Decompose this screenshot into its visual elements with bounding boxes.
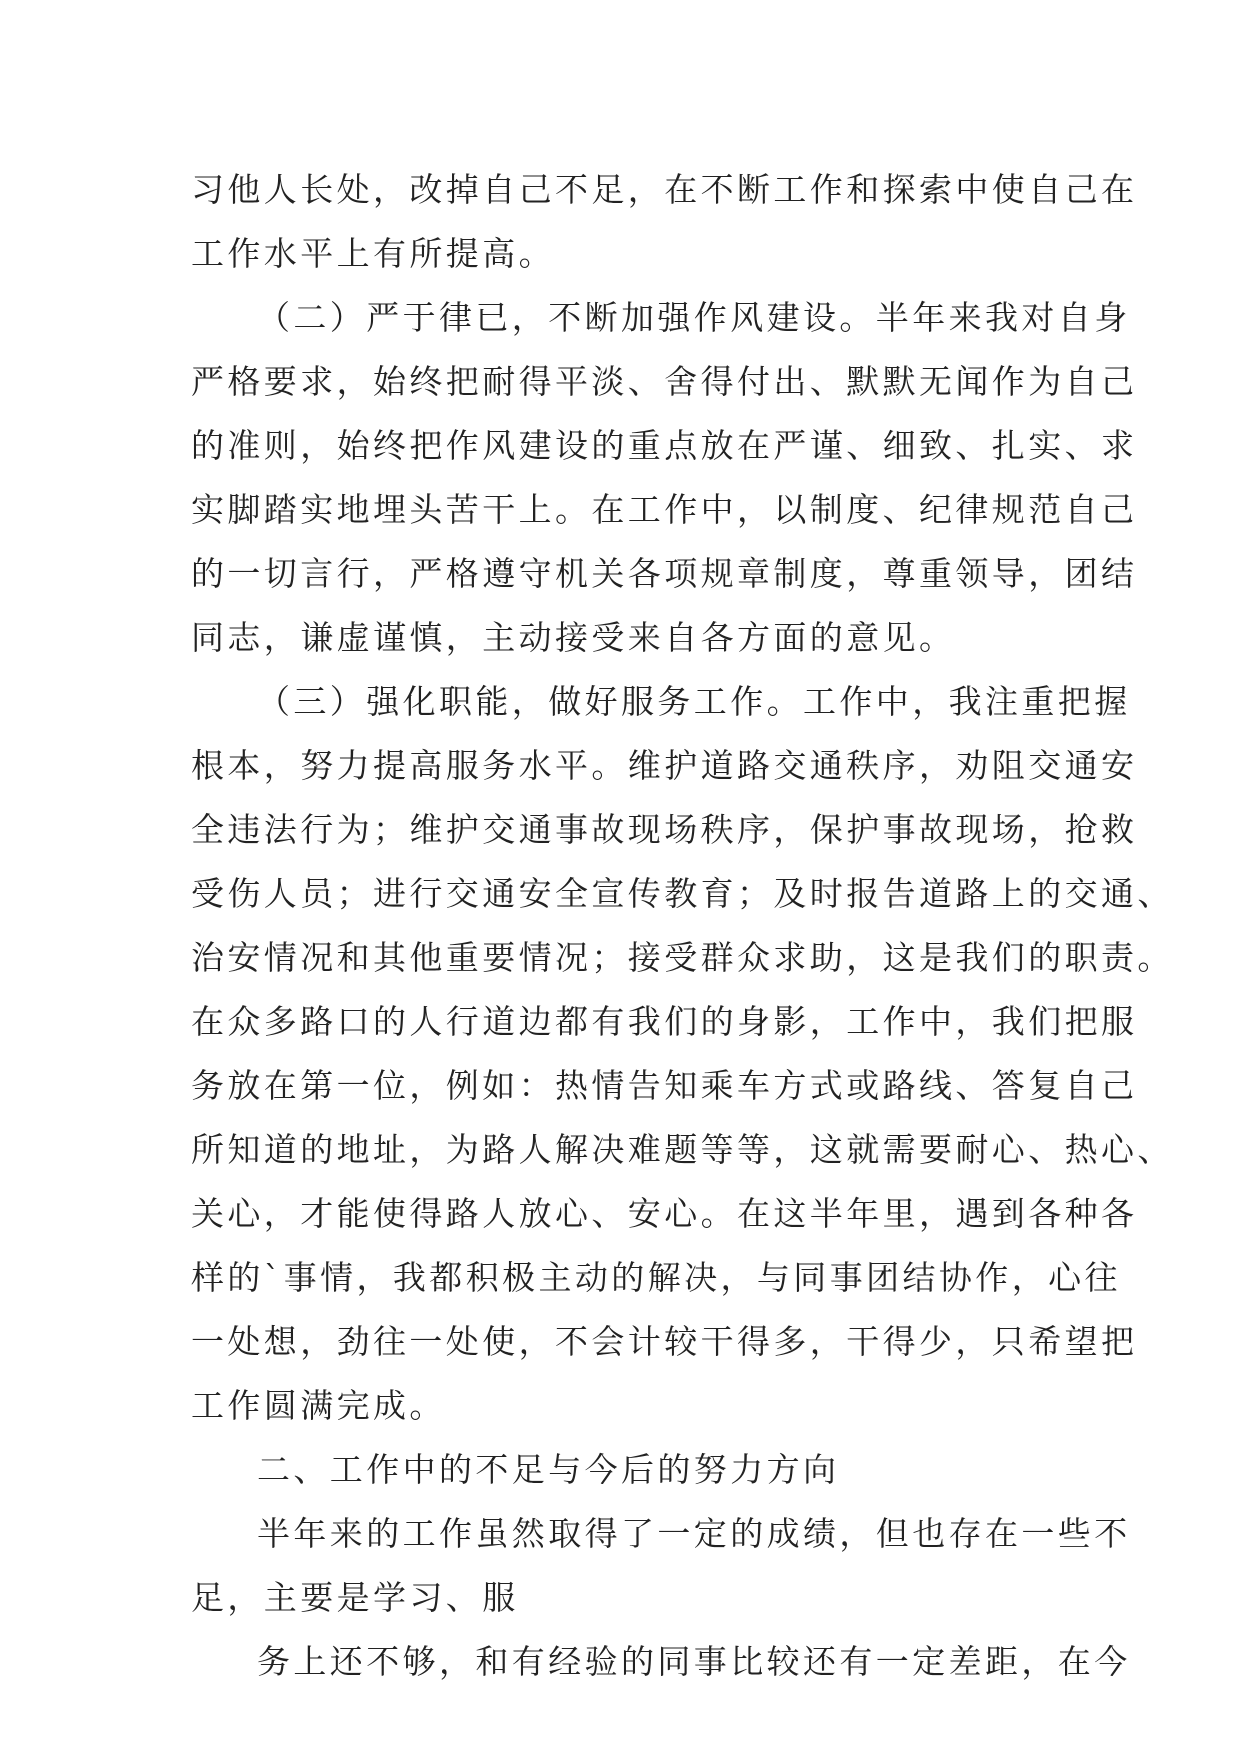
text-line: 全违法行为；维护交通事故现场秩序，保护事故现场，抢救: [191, 810, 1138, 849]
text-line: 务上还不够，和有经验的同事比较还有一定差距，在今: [257, 1642, 1131, 1681]
text-line: 实脚踏实地埋头苦干上。在工作中，以制度、纪律规范自己: [191, 490, 1138, 529]
text-line: 所知道的地址，为路人解决难题等等，这就需要耐心、热心、: [191, 1130, 1174, 1169]
text-line: 在众多路口的人行道边都有我们的身影，工作中，我们把服: [191, 1002, 1138, 1041]
text-line: 的一切言行，严格遵守机关各项规章制度，尊重领导，团结: [191, 554, 1138, 593]
text-line: 严格要求，始终把耐得平淡、舍得付出、默默无闻作为自己: [191, 362, 1138, 401]
text-line: 的准则，始终把作风建设的重点放在严谨、细致、扎实、求: [191, 426, 1138, 465]
text-line: 工作水平上有所提高。: [191, 234, 555, 273]
text-line: 习他人长处，改掉自己不足，在不断工作和探索中使自己在: [191, 170, 1138, 209]
text-line: 工作圆满完成。: [191, 1386, 446, 1425]
text-line: 足，主要是学习、服: [191, 1578, 519, 1617]
document-body: [191, 158, 1174, 1694]
text-line: 治安情况和其他重要情况；接受群众求助，这是我们的职责。: [191, 938, 1174, 977]
text-line: （三）强化职能，做好服务工作。工作中，我注重把握: [257, 682, 1131, 721]
text-line: 半年来的工作虽然取得了一定的成绩，但也存在一些不: [257, 1514, 1131, 1553]
text-line: （二）严于律已，不断加强作风建设。半年来我对自身: [257, 298, 1131, 337]
text-line: 一处想，劲往一处使，不会计较干得多，干得少，只希望把: [191, 1322, 1138, 1361]
text-line: 根本，努力提高服务水平。维护道路交通秩序，劝阻交通安: [191, 746, 1138, 785]
text-line: 受伤人员；进行交通安全宣传教育；及时报告道路上的交通、: [191, 874, 1174, 913]
text-line: 同志，谦虚谨慎，主动接受来自各方面的意见。: [191, 618, 956, 657]
text-line: 样的`事情，我都积极主动的解决，与同事团结协作，心往: [191, 1258, 1121, 1297]
text-line: 二、工作中的不足与今后的努力方向: [257, 1450, 840, 1489]
text-line: 务放在第一位，例如：热情告知乘车方式或路线、答复自己: [191, 1066, 1138, 1105]
text-line: 关心，才能使得路人放心、安心。在这半年里，遇到各种各: [191, 1194, 1138, 1233]
